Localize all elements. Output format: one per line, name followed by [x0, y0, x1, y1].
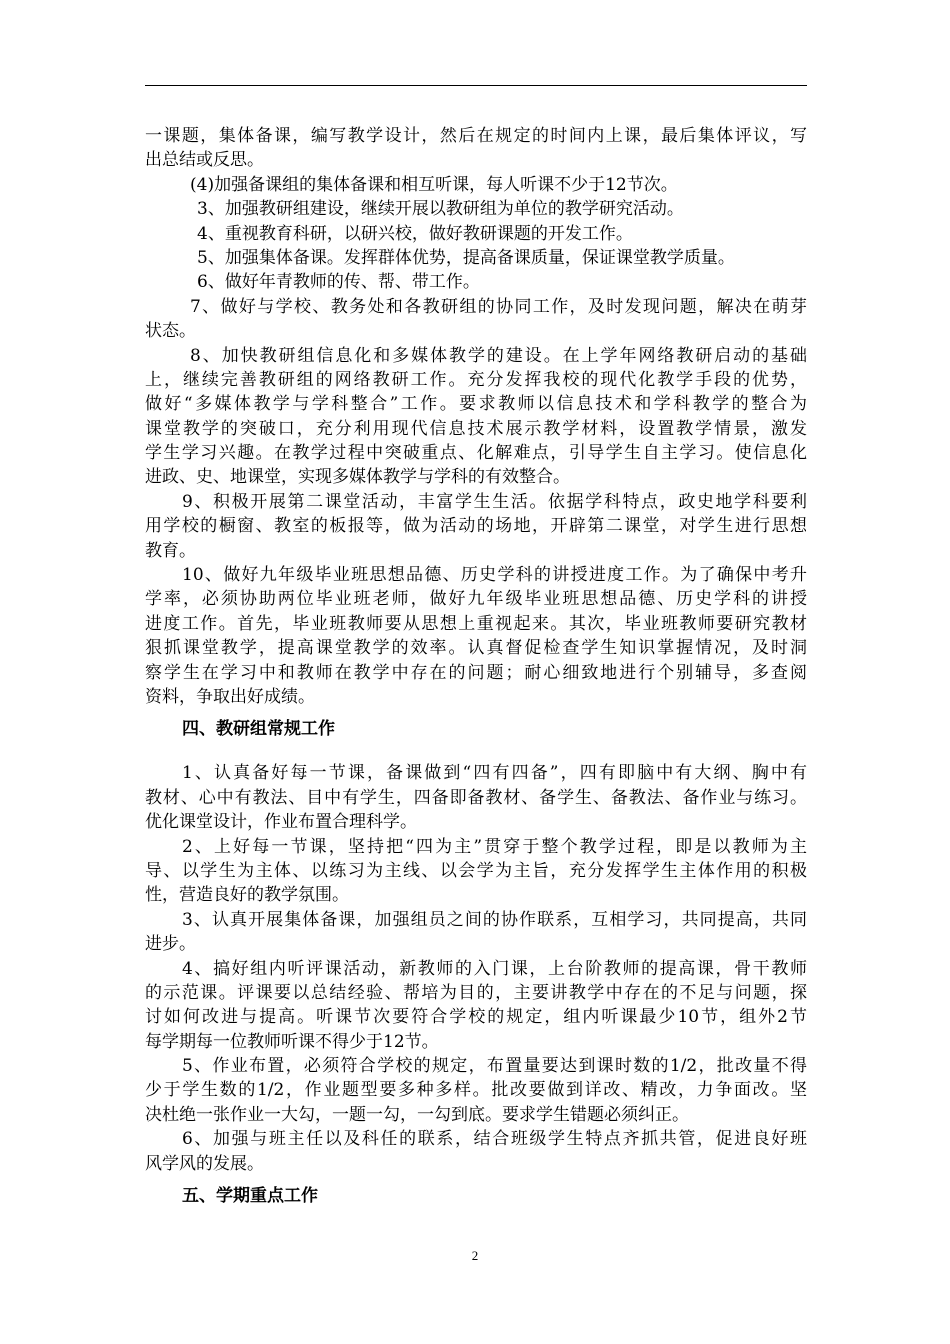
paragraph	[145, 295, 807, 344]
paragraph	[145, 490, 807, 563]
text-line: 学率，必须协助两位毕业班老师，做好九年级毕业班思想品德、历史学科的讲授	[145, 589, 807, 610]
text-line: 做好“多媒体教学与学科整合”工作。要求教师以信息技术和学科教学的整合为	[145, 394, 807, 415]
text-line: 讨如何改进与提高。听课节次要符合学校的规定，组内听课最少10节，组外2节	[145, 1007, 807, 1028]
text-line: 优化课堂设计，作业布置合理科学。	[145, 812, 417, 833]
text-line: 3、认真开展集体备课，加强组员之间的协作联系，互相学习，共同提高，共同	[182, 909, 807, 930]
paragraph	[145, 270, 807, 294]
text-line: 性，营造良好的教学氛围。	[145, 885, 349, 906]
text-line: 3、加强教研组建设，继续开展以教研组为单位的教学研究活动。	[197, 199, 684, 220]
text-line: 风学风的发展。	[145, 1153, 264, 1174]
section-routine-work	[145, 761, 807, 1176]
text-line: 用学校的橱窗、教室的板报等，做为活动的场地，开辟第二课堂，对学生进行思想	[145, 516, 807, 537]
text-line: 教育。	[145, 540, 196, 561]
paragraph	[145, 835, 807, 908]
text-line: 5、加强集体备课。发挥群体优势，提高备课质量，保证课堂教学质量。	[197, 247, 735, 268]
text-line: 进政、史、地课堂，实现多媒体教学与学科的有效整合。	[145, 467, 570, 488]
paragraph	[145, 1054, 807, 1127]
text-line: 察学生在学习中和教师在教学中存在的问题；耐心细致地进行个别辅导，多查阅	[145, 662, 807, 683]
paragraph	[145, 1127, 807, 1176]
paragraph	[145, 908, 807, 957]
paragraph	[145, 761, 807, 834]
text-line: 学生学习兴趣。在教学过程中突破重点、化解难点，引导学生自主学习。使信息化	[145, 443, 807, 464]
page-number: 2	[471, 1248, 479, 1263]
text-line: 进度工作。首先，毕业班教师要从思想上重视起来。其次，毕业班教师要研究教材	[145, 613, 807, 634]
text-line: 课堂教学的突破口，充分利用现代信息技术展示教学材料，设置教学情景，激发	[145, 418, 807, 439]
paragraph	[145, 344, 807, 490]
header-rule	[145, 85, 807, 86]
text-line: 上，继续完善教研组的网络教研工作。充分发挥我校的现代化教学手段的优势，	[145, 369, 807, 390]
text-line: 4、搞好组内听评课活动，新教师的入门课，上台阶教师的提高课，骨干教师	[182, 958, 807, 979]
text-line: 的示范课。评课要以总结经验、帮培为目的，主要讲教学中存在的不足与问题，探	[145, 982, 807, 1003]
heading-section-4: 四、教研组常规工作	[182, 719, 335, 740]
text-line: 一课题，集体备课，编写教学设计，然后在规定的时间内上课，最后集体评议，写	[145, 126, 807, 146]
text-line: 资料，争取出好成绩。	[145, 686, 315, 707]
paragraph	[145, 124, 807, 173]
paragraph	[145, 957, 807, 1055]
text-line: 决杜绝一张作业一大勾，一题一勾，一勾到底。要求学生错题必须纠正。	[145, 1104, 689, 1125]
text-line: 9、积极开展第二课堂活动，丰富学生生活。依据学科特点，政史地学科要利	[182, 491, 807, 512]
text-line: 出总结或反思。	[145, 150, 264, 171]
paragraph	[145, 173, 807, 197]
paragraph	[145, 222, 807, 246]
text-line: 进步。	[145, 934, 196, 955]
section-teaching-research	[145, 124, 807, 709]
text-line: (4)加强备课组的集体备课和相互听课，每人听课不少于12节次。	[190, 174, 678, 195]
text-line: 5、作业布置，必须符合学校的规定，布置量要达到课时数的1/2，批改量不得	[182, 1056, 807, 1077]
text-line: 狠抓课堂教学，提高课堂教学的效率。认真督促检查学生知识掌握情况，及时洞	[145, 638, 807, 659]
text-line: 2、上好每一节课，坚持把“四为主”贯穿于整个教学过程，即是以教师为主	[182, 836, 807, 857]
text-line: 1、认真备好每一节课，备课做到“四有四备”，四有即脑中有大纲、胸中有	[182, 763, 807, 784]
text-line: 少于学生数的1/2，作业题型要多种多样。批改要做到详改、精改，力争面改。坚	[145, 1080, 807, 1101]
document-body	[145, 124, 807, 1216]
paragraph	[145, 197, 807, 221]
text-line: 7、做好与学校、教务处和各教研组的协同工作，及时发现问题，解决在萌芽	[190, 296, 807, 317]
paragraph	[145, 246, 807, 270]
text-line: 10、做好九年级毕业班思想品德、历史学科的讲授进度工作。为了确保中考升	[182, 565, 807, 586]
text-line: 4、重视教育科研，以研兴校，做好教研课题的开发工作。	[197, 223, 633, 244]
heading-section-5: 五、学期重点工作	[182, 1186, 318, 1207]
text-line: 6、做好年青教师的传、帮、带工作。	[197, 272, 480, 293]
text-line: 每学期每一位教师听课不得少于12节。	[145, 1031, 439, 1052]
text-line: 教材、心中有教法、目中有学生，四备即备教材、备学生、备教法、备作业与练习。	[145, 787, 807, 808]
text-line: 导、以学生为主体、以练习为主线、以会学为主旨，充分发挥学生主体作用的积极	[145, 860, 807, 881]
text-line: 6、加强与班主任以及科任的联系，结合班级学生特点齐抓共管，促进良好班	[182, 1129, 807, 1150]
spacer	[145, 749, 807, 761]
paragraph	[145, 563, 807, 709]
text-line: 状态。	[145, 321, 196, 342]
text-line: 8、加快教研组信息化和多媒体教学的建设。在上学年网络教研启动的基础	[190, 345, 807, 366]
